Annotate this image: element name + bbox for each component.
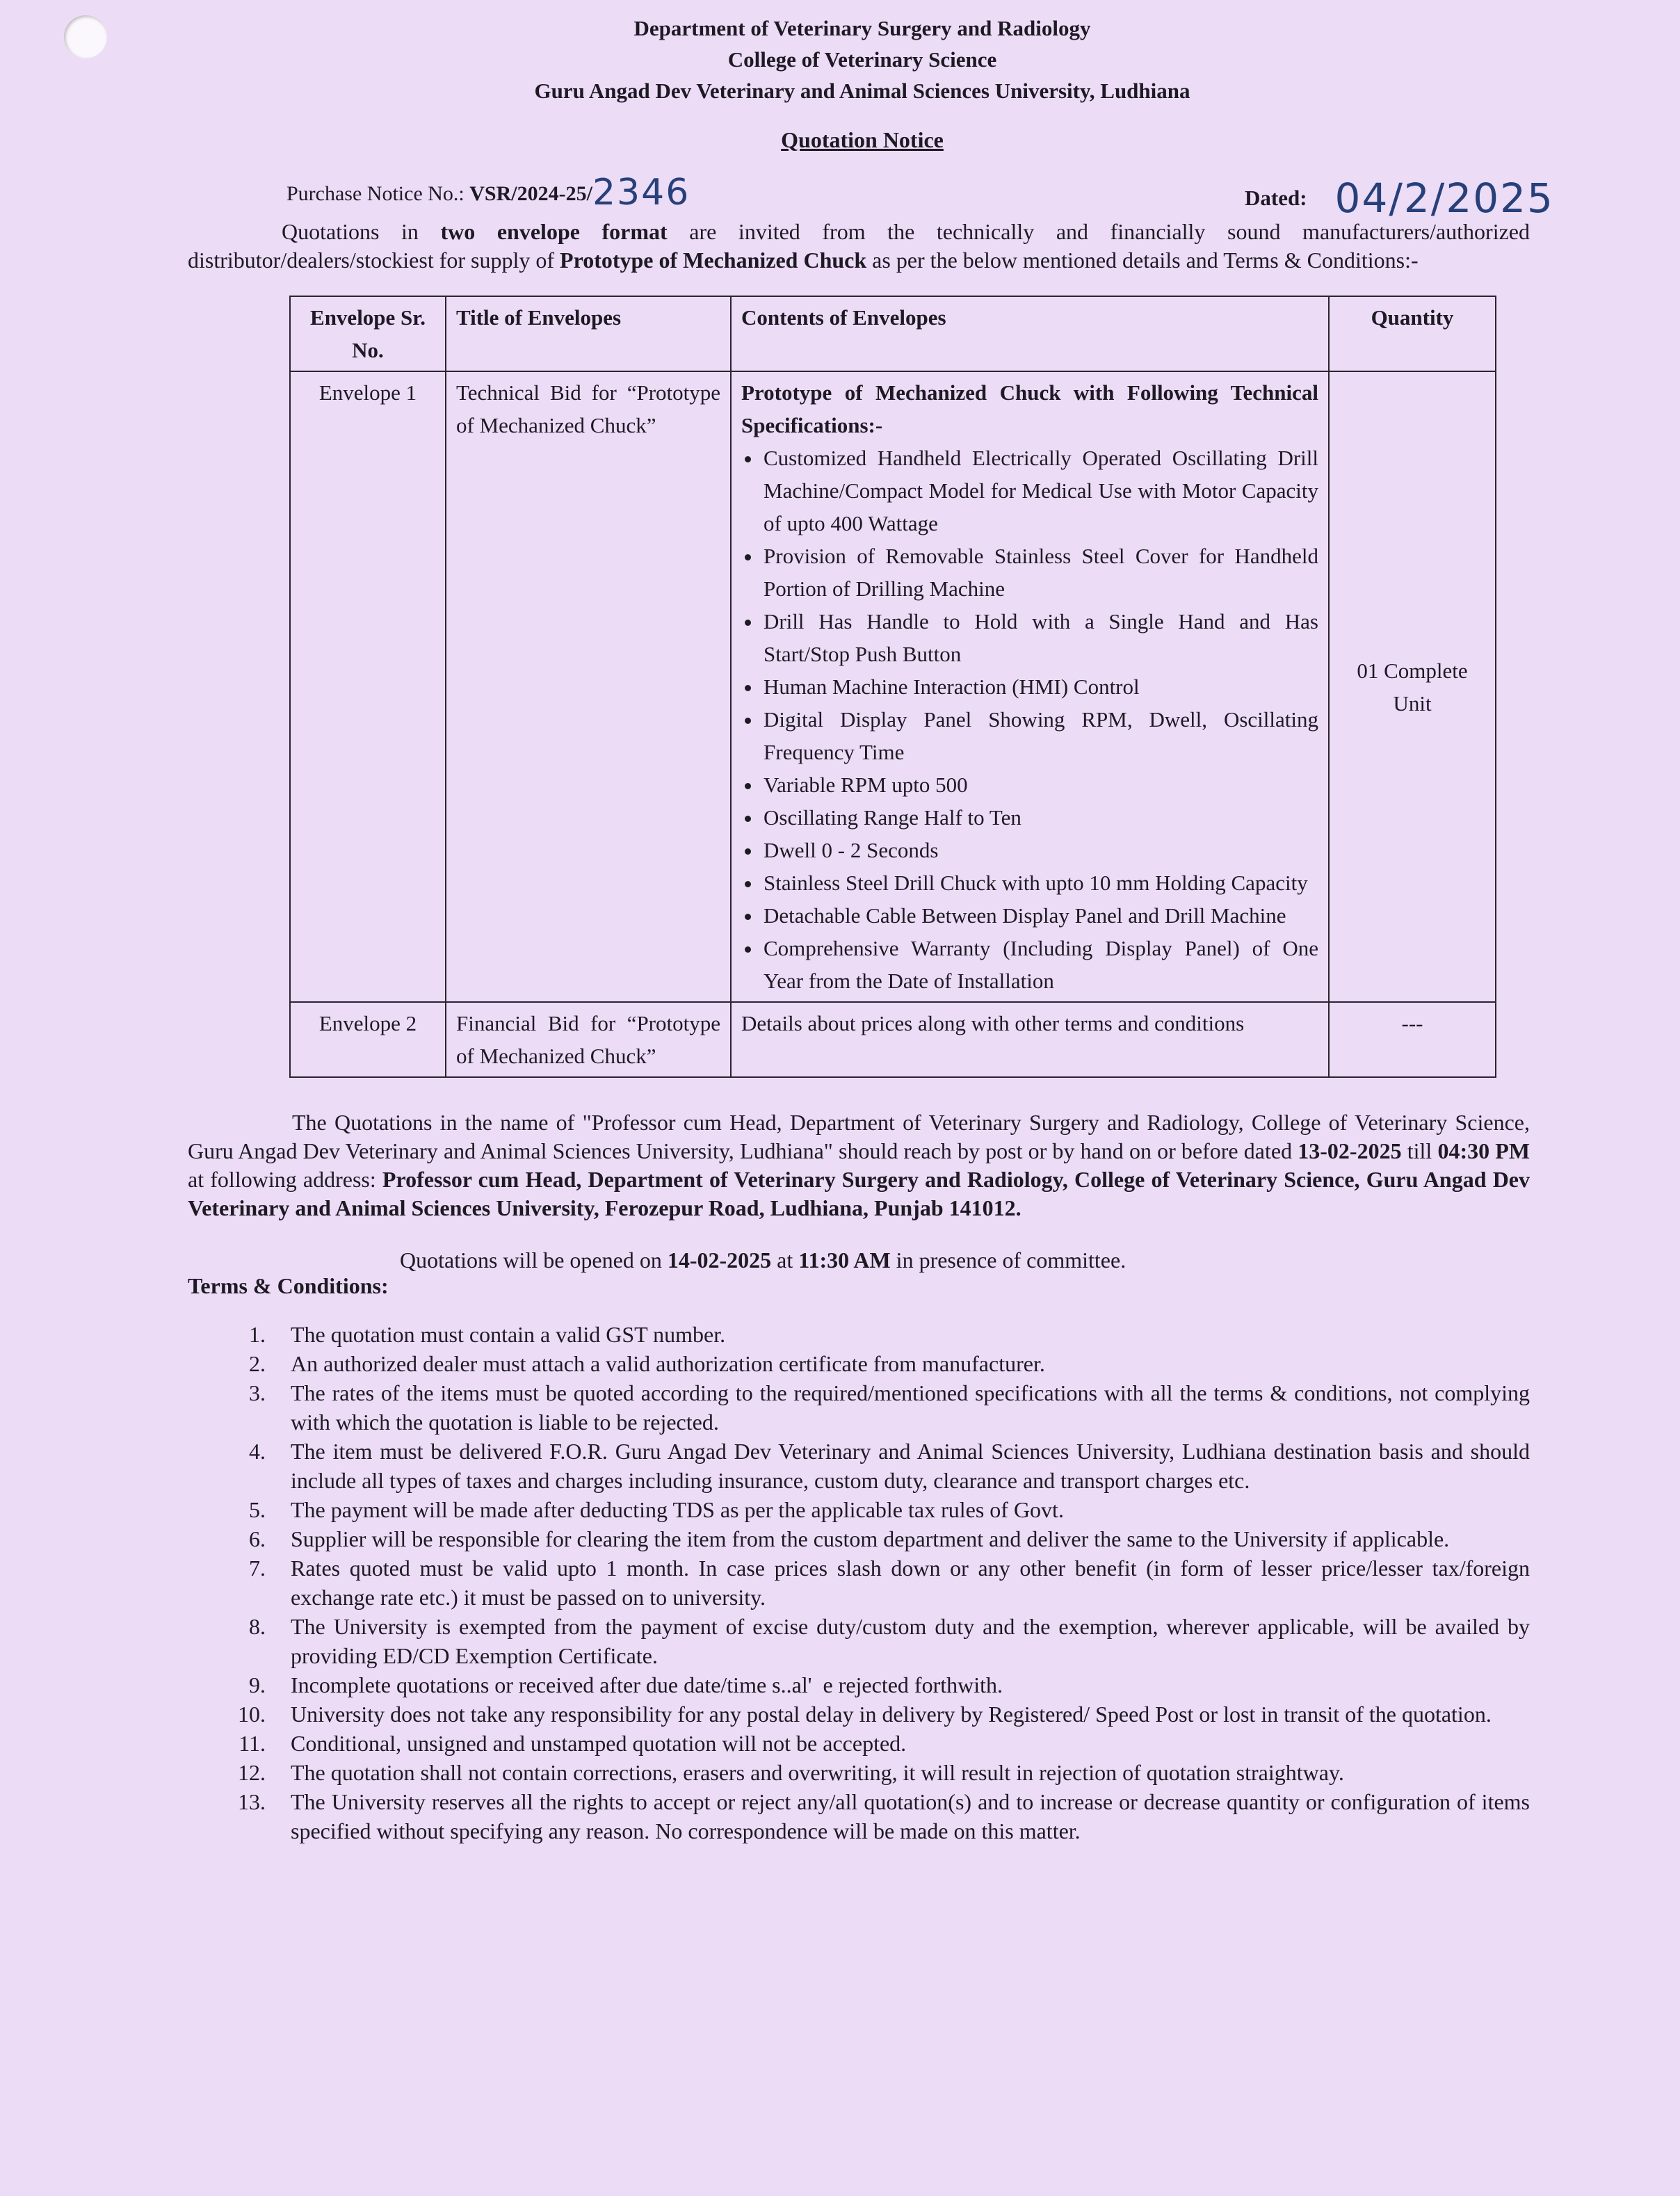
opening-date: 14-02-2025 [667,1248,772,1273]
college-name: College of Veterinary Science [727,47,997,72]
university-name: Guru Angad Dev Veterinary and Animal Sciences University, Ludhiana [534,79,1190,103]
term-item [188,1437,1530,1495]
term-number: 8. [249,1614,266,1639]
notice-date [1245,168,1554,222]
intro-text-2: are invited from the technically and financially sound manufacturers/authorized distributor/dealers/stockiest for supply of [188,219,1530,273]
term-item [188,1787,1530,1846]
term-text: The payment will be made after deducting TDS as per the applicable tax rules of Govt. [291,1497,1064,1522]
terms-list [188,1320,1530,1846]
opening-text-1: Quotations will be opened on [400,1248,668,1273]
term-text: University does not take any responsibility for any postal delay in delivery by Registered/ Speed Post or lost in transit of the quotation. [291,1702,1492,1727]
spec-item: • Variable RPM upto 500 [762,768,1318,801]
term-text: An authorized dealer must attach a valid authorization certificate from manufacturer. [291,1351,1045,1376]
purchase-notice-number [286,168,690,213]
term-text: The University is exempted from the payment of excise duty/custom duty and the exemption, wherever applicable, will be availed by providing ED/CD Exemption Certificate. [291,1614,1530,1668]
envelope-1-quantity: 01 Complete Unit [1329,371,1496,1002]
term-item [188,1320,1530,1349]
term-item [188,1524,1530,1553]
terms-heading: Terms & Conditions: [188,1273,389,1298]
letterhead [188,13,1537,106]
intro-text-1: Quotations in [282,219,441,244]
spec-title: Prototype of Mechanized Chuck with Following Technical Specifications:- [741,380,1318,437]
spec-item: • Digital Display Panel Showing RPM, Dwell, Oscillating Frequency Time [762,703,1318,768]
notice-reference-row [188,156,1554,222]
submission-paragraph [188,1108,1530,1222]
submission-text-3: at following address: [188,1167,382,1192]
table-header-row [290,296,1496,371]
spec-item: • Drill Has Handle to Hold with a Single Hand and Has Start/Stop Push Button [762,605,1318,670]
purchase-prefix: VSR/2024-25/ [469,182,592,205]
spec-item: • Human Machine Interaction (HMI) Control [762,670,1318,703]
term-item [188,1553,1530,1612]
term-text: The rates of the items must be quoted according to the required/mentioned specifications with all the terms & conditions, not complying with which the quotation is liable to be rejected. [291,1380,1530,1435]
dated-label: Dated: [1245,186,1307,210]
submission-text-2: till [1401,1138,1438,1163]
notice-title: Quotation Notice [781,127,944,152]
spec-list [741,442,1318,997]
term-item [188,1670,1530,1700]
term-item [188,1495,1530,1524]
envelope-2-quantity: --- [1329,1002,1496,1077]
date-handwritten: 04/2/2025 [1334,175,1554,222]
term-item [188,1349,1530,1378]
spec-item: • Customized Handheld Electrically Operated Oscillating Drill Machine/Compact Model for Medical Use with Motor Capacity of upto 400 Wattage [762,442,1318,540]
term-number: 7. [249,1556,266,1581]
department-name: Department of Veterinary Surgery and Radiology [633,16,1091,40]
spec-item: • Stainless Steel Drill Chuck with upto 10 mm Holding Capacity [762,866,1318,899]
submission-date: 13-02-2025 [1298,1138,1402,1163]
spec-item: • Oscillating Range Half to Ten [762,801,1318,834]
spec-item: • Provision of Removable Stainless Steel Cover for Handheld Portion of Drilling Machine [762,540,1318,605]
table-row-envelope-2 [290,1002,1496,1077]
term-number: 3. [249,1380,266,1405]
opening-line [188,1248,1537,1273]
intro-envelope-format: two envelope format [440,219,668,244]
opening-text-3: in presence of committee. [890,1248,1126,1273]
term-text: Incomplete quotations or received after due date/time s..al' e rejected forthwith. [291,1672,1003,1697]
term-number: 9. [249,1672,266,1697]
term-text: Supplier will be responsible for clearing the item from the custom department and deliver the same to the University if applicable. [291,1526,1450,1551]
envelope-2-title: Financial Bid for “Prototype of Mechanized Chuck” [446,1002,731,1077]
term-item [188,1378,1530,1437]
term-text: Rates quoted must be valid upto 1 month. In case prices slash down or any other benefit (in form of lesser price/lesser tax/foreign exchange rate etc.) it must be passed on to university. [291,1556,1530,1610]
header-title-of-envelopes: Title of Envelopes [446,296,731,371]
term-item [188,1758,1530,1787]
term-item [188,1729,1530,1758]
term-text: The University reserves all the rights to accept or reject any/all quotation(s) and to increase or decrease quantity or configuration of items specified without specifying any reason. No correspondence will be made on this matter. [291,1789,1530,1843]
submission-address: Professor cum Head, Department of Veterinary Surgery and Radiology, College of Veterinary Science, Guru Angad Dev Veterinary and Animal Sciences University, Ferozepur Road, Ludhiana, Punjab 141012. [188,1167,1530,1220]
term-item [188,1700,1530,1729]
header-contents-of-envelopes: Contents of Envelopes [731,296,1329,371]
term-number: 13. [238,1789,266,1814]
term-item [188,1612,1530,1670]
intro-item-name: Prototype of Mechanized Chuck [560,248,867,273]
notice-title-row [188,127,1537,156]
purchase-number-handwritten: 2346 [592,172,690,213]
term-number: 5. [249,1497,266,1522]
term-text: Conditional, unsigned and unstamped quotation will not be accepted. [291,1731,907,1756]
spec-item: • Dwell 0 - 2 Seconds [762,834,1318,866]
purchase-label: Purchase Notice No.: [286,182,470,205]
term-number: 11. [239,1731,266,1756]
submission-text-1: The Quotations in the name of "Professor cum Head, Department of Veterinary Surgery and Radiology, College of Veterinary Science, Guru Angad Dev Veterinary and Animal Sciences University, Ludhiana" should reach by post or by hand on or before dated [188,1110,1530,1163]
term-text: The quotation must contain a valid GST number. [291,1322,726,1347]
document-page [188,13,1554,1846]
spec-item: • Detachable Cable Between Display Panel and Drill Machine [762,899,1318,932]
term-number: 4. [249,1439,266,1464]
term-number: 12. [238,1760,266,1785]
term-number: 1. [249,1322,266,1347]
envelope-table [289,296,1496,1078]
term-text: The item must be delivered F.O.R. Guru Angad Dev Veterinary and Animal Sciences University, Ludhiana destination basis and should include all types of taxes and charges including insurance, custom duty, clearance and transport charges etc. [291,1439,1530,1493]
envelope-1-contents [731,371,1329,1002]
header-quantity: Quantity [1329,296,1496,371]
envelope-2-sr: Envelope 2 [290,1002,446,1077]
intro-paragraph [188,218,1530,275]
submission-time: 04:30 PM [1437,1138,1530,1163]
term-number: 10. [238,1702,266,1727]
envelope-1-title: Technical Bid for “Prototype of Mechanized Chuck” [446,371,731,1002]
opening-time: 11:30 AM [798,1248,891,1273]
intro-text-3: as per the below mentioned details and Terms & Conditions:- [866,248,1419,273]
spec-item: • Comprehensive Warranty (Including Display Panel) of One Year from the Date of Installation [762,932,1318,997]
opening-text-2: at [771,1248,799,1273]
term-number: 2. [249,1351,266,1376]
envelope-2-contents: Details about prices along with other terms and conditions [731,1002,1329,1077]
term-text: The quotation shall not contain corrections, erasers and overwriting, it will result in rejection of quotation straightway. [291,1760,1344,1785]
table-row-envelope-1 [290,371,1496,1002]
header-envelope-sr-no: Envelope Sr. No. [290,296,446,371]
punch-hole [64,15,107,58]
term-number: 6. [249,1526,266,1551]
envelope-1-sr: Envelope 1 [290,371,446,1002]
